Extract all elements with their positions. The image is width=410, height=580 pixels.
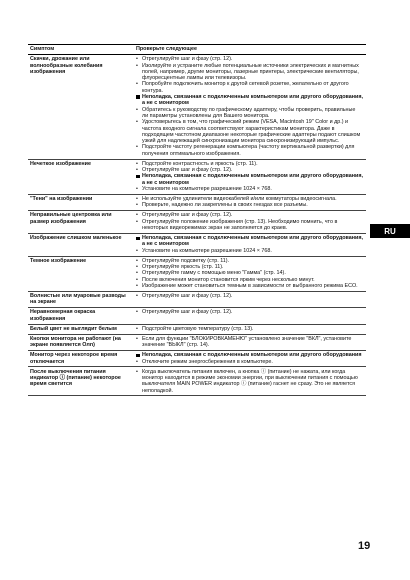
symptom-cell: Неравномерная окраска изображения (28, 308, 134, 324)
remedy-list (136, 161, 363, 174)
remedy-cell (134, 351, 366, 367)
table-row (28, 334, 366, 350)
list-item: • После включения монитор становится ярким через несколько минут. (136, 277, 363, 283)
remedy-cell (134, 334, 366, 350)
table-row (28, 233, 366, 256)
list-item: • Отрегулируйте положение изображения (стр. 13). Необходимо помнить, что в некоторых видеорежимах экран не заполняется до краев. (136, 219, 363, 232)
symptom-cell: Белый цвет не выглядит белым (28, 324, 134, 334)
table-row (28, 211, 366, 234)
list-item: • Установите на компьютере разрешение 1024 × 768. (136, 186, 363, 192)
list-item: • Удостоверьтесь в том, что графический режим (VESA, Macintosh 19" Color и др.) и частота входного сигнала соответствуют характеристикам монитора. Даже в подходящем частотном диапазоне некоторые графические адаптеры подают слишком узкий для надлежащей синхронизации монитора синхронизирующий импульс. (136, 119, 363, 144)
remedy-cell (134, 308, 366, 324)
troubleshooting-table (28, 44, 366, 396)
list-item: • Отрегулируйте яркость (стр. 11). (136, 264, 363, 270)
table-row (28, 308, 366, 324)
list-item: • Установите на компьютере разрешение 1024 × 768. (136, 248, 363, 254)
language-tab: RU (370, 224, 410, 238)
remedy-list (136, 336, 363, 349)
symptom-cell: Волнистые или муаровые разводы на экране (28, 291, 134, 307)
table-row (28, 194, 366, 210)
table-row (28, 159, 366, 194)
table-row (28, 324, 366, 334)
remedy-cell (134, 367, 366, 396)
list-item: • Отрегулируйте гамму с помощью меню "Гамма" (стр. 14). (136, 270, 363, 276)
header-symptom: Симптом (28, 45, 134, 55)
symptom-cell: Нечеткое изображение (28, 159, 134, 194)
page-number: 19 (358, 540, 371, 552)
list-item: • Когда выключатель питания включен, а кнопка ⓘ (питание) не нажата, или когда монитор находится в режиме экономии энергии, при выключении питания с помощью выключателя MAIN POWER индикатор ⓘ (питание) гаснет не сразу. Это не является неполадкой. (136, 369, 363, 394)
symptom-cell: Неправильные центровка или размер изображения (28, 211, 134, 234)
list-item: • Отрегулируйте шаг и фазу (стр. 12). (136, 309, 363, 315)
remedy-list (136, 56, 363, 94)
symptom-cell: Темное изображение (28, 256, 134, 291)
list-item: • Подстройте контрастность и яркость (стр. 11). (136, 161, 363, 167)
remedy-list (136, 369, 363, 394)
list-item: • Попробуйте подключить монитор к другой сетевой розетке, желательно от другого контура. (136, 81, 363, 94)
header-check: Проверьте следующее (134, 45, 366, 55)
list-item: • Отрегулируйте подсветку (стр. 11). (136, 258, 363, 264)
symptom-cell: Монитор через некоторое время отключается (28, 351, 134, 367)
remedy-list (136, 212, 363, 231)
list-item: • Отрегулируйте шаг и фазу (стр. 12). (136, 212, 363, 218)
list-item: • Проверьте, надежно ли закреплены в своих гнездах все разъемы. (136, 202, 363, 208)
table-header-row (28, 45, 366, 55)
remedy-list (136, 258, 363, 289)
table-row (28, 351, 366, 367)
table-row (28, 256, 366, 291)
table-body (28, 55, 366, 396)
remedy-cell (134, 55, 366, 160)
table-row (28, 291, 366, 307)
list-item: • Отрегулируйте шаг и фазу (стр. 12). (136, 167, 363, 173)
list-item: • Отрегулируйте шаг и фазу (стр. 12). (136, 293, 363, 299)
remedy-cell (134, 194, 366, 210)
list-item: • Изображение может становиться темным в зависимости от выбранного режима ECO. (136, 283, 363, 289)
remedy-cell (134, 233, 366, 256)
remedy-cell (134, 159, 366, 194)
symptom-cell: "Тени" на изображении (28, 194, 134, 210)
remedy-heading: Неполадка, связанная с подключенным компьютером или другого оборудования (136, 352, 363, 358)
list-item: • Обратитесь к руководству по графическому адаптеру, чтобы проверить, правильные ли параметры установлены для Вашего монитора. (136, 107, 363, 120)
list-item: • Подстройте частоту регенерации компьютера (частоту вертикальной развертки) для получения оптимального изображения. (136, 144, 363, 157)
symptom-cell: Кнопки монитора не работают (на экране появляется Олn) (28, 334, 134, 350)
remedy-list (136, 293, 363, 299)
remedy-heading: Неполадка, связанная с подключенным компьютером или другого оборудования, а не с монитором (136, 94, 363, 107)
remedy-list (136, 248, 363, 254)
remedy-heading: Неполадка, связанная с подключенным компьютером или другого оборудования, а не с монитором (136, 235, 363, 248)
table-row (28, 55, 366, 160)
remedy-list (136, 196, 363, 209)
remedy-heading: Неполадка, связанная с подключенным компьютером или другого оборудования, а не с монитором (136, 173, 363, 186)
remedy-cell (134, 291, 366, 307)
list-item: • Отключите режим энергосбережения в компьютере. (136, 359, 363, 365)
list-item: • Отрегулируйте шаг и фазу (стр. 12). (136, 56, 363, 62)
symptom-cell: Скачки, дрожание или волнообразные колебания изображения (28, 55, 134, 160)
list-item: • Не используйте удлинители видеокабелей и/или коммутаторы видеосигнала. (136, 196, 363, 202)
table-row (28, 367, 366, 396)
list-item: • Изолируйте и устраните любые потенциальные источники электрических и магнитных полей, например, другие мониторы, лазерные принтеры, электрические вентиляторы, флуоресцентные лампы или телевизоры. (136, 63, 363, 82)
symptom-cell: После выключения питания индикатор ⓘ (питание) некоторое время светится (28, 367, 134, 396)
list-item: • Если для функции "БЛОКИРОВКАМЕНЮ" установлено значение "ВКЛ", установите значение "ВЫКЛ" (стр. 14). (136, 336, 363, 349)
remedy-list (136, 309, 363, 315)
remedy-cell (134, 324, 366, 334)
remedy-list (136, 359, 363, 365)
remedy-list (136, 107, 363, 157)
symptom-cell: Изображение слишком маленькое (28, 233, 134, 256)
remedy-cell (134, 211, 366, 234)
remedy-list (136, 186, 363, 192)
list-item: • Подстройте цветовую температуру (стр. 13). (136, 326, 363, 332)
remedy-list (136, 326, 363, 332)
remedy-cell (134, 256, 366, 291)
